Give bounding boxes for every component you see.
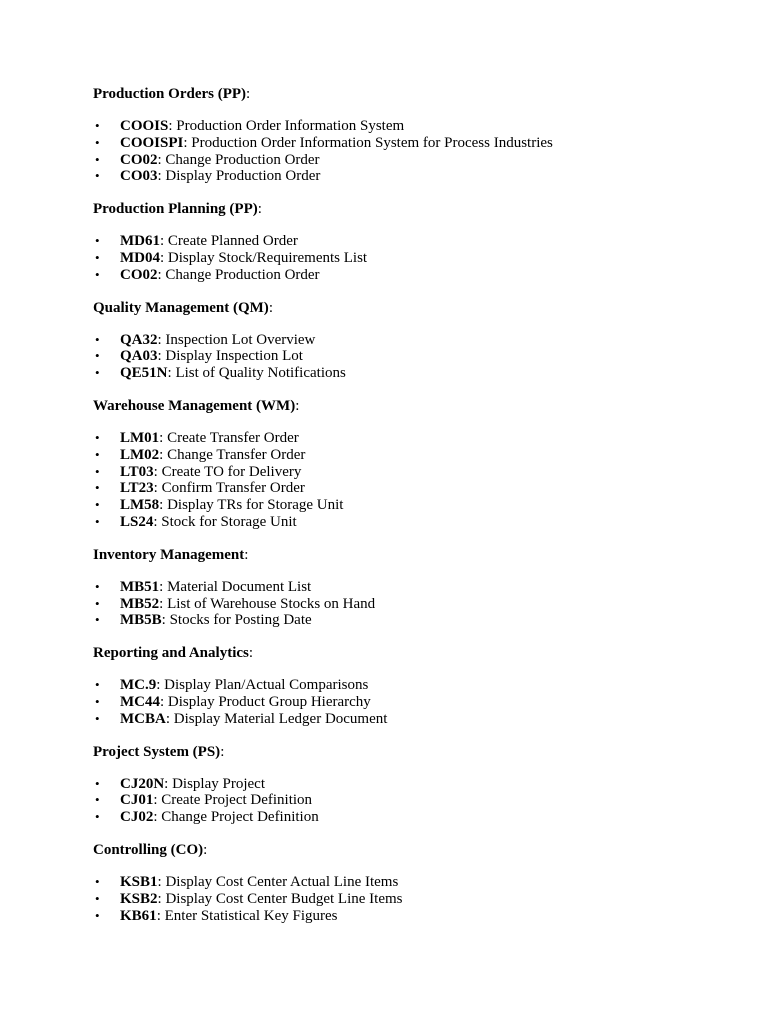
transaction-list [93, 776, 733, 826]
transaction-code: COOISPI [120, 134, 184, 151]
transaction-description: Stocks for Posting Date [165, 612, 312, 629]
list-item: • LT03: Create TO for Delivery [95, 463, 302, 480]
bullet-icon: • [95, 612, 100, 628]
transaction-code: MB52 [120, 595, 160, 612]
list-item: • CJ02: Change Project Definition [95, 809, 319, 826]
list-item: • KB61: Enter Statistical Key Figures [95, 907, 338, 924]
bullet-icon: • [95, 890, 100, 906]
transaction-code: LT03 [120, 463, 154, 480]
bullet-icon: • [95, 134, 100, 150]
section-controlling [93, 840, 733, 924]
transaction-description: Display Project [168, 775, 265, 792]
section-production-orders [93, 84, 733, 185]
list-item: • CO02: Change Production Order [95, 151, 320, 168]
transaction-code: CJ01 [120, 792, 154, 809]
bullet-icon: • [95, 513, 100, 529]
bullet-icon: • [95, 595, 100, 611]
transaction-description: Change Production Order [161, 151, 320, 168]
transaction-code: MD04 [120, 249, 160, 266]
transaction-description: Change Project Definition [157, 809, 319, 826]
list-item: • MC.9: Display Plan/Actual Comparisons [95, 677, 369, 694]
section-production-planning [93, 199, 733, 283]
list-item: • MD61: Create Planned Order [95, 233, 298, 250]
transaction-description: Inspection Lot Overview [161, 331, 316, 348]
bullet-icon: • [95, 151, 100, 167]
transaction-description: List of Quality Notifications [171, 365, 346, 382]
transaction-description: Display Product Group Hierarchy [164, 693, 371, 710]
transaction-description: Display Cost Center Actual Line Items [161, 873, 399, 890]
bullet-icon: • [95, 710, 100, 726]
bullet-icon: • [95, 233, 100, 249]
list-item: • LT23: Confirm Transfer Order [95, 480, 305, 497]
bullet-icon: • [95, 365, 100, 381]
transaction-list [93, 118, 733, 185]
list-item: • QA32: Inspection Lot Overview [95, 331, 316, 348]
bullet-icon: • [95, 118, 100, 133]
bullet-icon: • [95, 792, 100, 808]
section-project-system [93, 742, 733, 826]
transaction-code: MB51 [120, 578, 160, 595]
bullet-icon: • [95, 249, 100, 265]
bullet-icon: • [95, 677, 100, 693]
transaction-list [93, 430, 733, 531]
list-item: • QA03: Display Inspection Lot [95, 348, 303, 365]
list-item: • MCBA: Display Material Ledger Document [95, 710, 388, 727]
list-item: • LM01: Create Transfer Order [95, 429, 299, 446]
transaction-description: Create Transfer Order [163, 429, 299, 446]
list-item: • MD04: Display Stock/Requirements List [95, 249, 368, 266]
transaction-description: Production Order Information System [172, 118, 405, 134]
transaction-code: CO02 [120, 266, 158, 283]
bullet-icon: • [95, 809, 100, 825]
transaction-description: Change Transfer Order [163, 446, 306, 463]
transaction-code: MC.9 [120, 677, 157, 694]
list-item: • KSB2: Display Cost Center Budget Line Items [95, 890, 403, 907]
bullet-icon: • [95, 775, 100, 791]
list-item: • CO03: Display Production Order [95, 168, 321, 185]
transaction-code: CO03 [120, 168, 158, 185]
section-heading: Inventory Management: [93, 546, 249, 563]
list-item: • COOISPI: Production Order Information System for Process Industries [95, 134, 553, 151]
section-warehouse-management [93, 396, 733, 531]
bullet-icon: • [95, 266, 100, 282]
list-item: • QE51N: List of Quality Notifications [95, 365, 346, 382]
transaction-description: Change Production Order [161, 266, 320, 283]
list-item: • MB51: Material Document List [95, 578, 312, 595]
transaction-description: Production Order Information System for Process Industries [187, 134, 553, 151]
transaction-code: LM01 [120, 429, 160, 446]
list-item: • MB5B: Stocks for Posting Date [95, 612, 312, 629]
transaction-list [93, 874, 733, 924]
document-page [93, 84, 733, 938]
bullet-icon: • [95, 463, 100, 479]
transaction-description: Display Stock/Requirements List [164, 249, 368, 266]
section-quality-management [93, 298, 733, 382]
bullet-icon: • [95, 446, 100, 462]
transaction-code: MC44 [120, 693, 160, 710]
list-item: • LM02: Change Transfer Order [95, 446, 306, 463]
transaction-description: Display Material Ledger Document [170, 710, 388, 727]
bullet-icon: • [95, 429, 100, 445]
list-item: • KSB1: Display Cost Center Actual Line Items [95, 873, 399, 890]
section-heading: Project System (PS): [93, 743, 225, 760]
section-heading: Production Orders (PP): [93, 86, 251, 102]
bullet-icon: • [95, 348, 100, 364]
transaction-code: CJ20N [120, 775, 165, 792]
bullet-icon: • [95, 578, 100, 594]
transaction-code: CO02 [120, 151, 158, 168]
list-item: • COOIS: Production Order Information System [95, 118, 405, 134]
section-heading: Controlling (CO): [93, 841, 208, 858]
transaction-description: Display Plan/Actual Comparisons [160, 677, 369, 694]
transaction-description: Display Production Order [161, 168, 321, 185]
bullet-icon: • [95, 873, 100, 889]
transaction-code: COOIS [120, 118, 169, 134]
list-item: • CJ20N: Display Project [95, 775, 265, 792]
list-item: • MC44: Display Product Group Hierarchy [95, 693, 371, 710]
section-heading: Quality Management (QM): [93, 299, 273, 316]
list-item: • CO02: Change Production Order [95, 266, 320, 283]
transaction-code: KSB2 [120, 890, 158, 907]
section-heading: Warehouse Management (WM): [93, 397, 300, 414]
transaction-code: QA32 [120, 331, 158, 348]
transaction-description: Stock for Storage Unit [157, 513, 297, 530]
list-item: • CJ01: Create Project Definition [95, 792, 313, 809]
section-reporting-analytics [93, 643, 733, 727]
section-heading: Reporting and Analytics: [93, 645, 254, 662]
transaction-description: Enter Statistical Key Figures [160, 907, 338, 924]
transaction-code: QA03 [120, 348, 158, 365]
list-item: • LS24: Stock for Storage Unit [95, 513, 297, 530]
transaction-list [93, 579, 733, 629]
transaction-description: Display TRs for Storage Unit [163, 497, 344, 514]
transaction-list [93, 233, 733, 283]
list-item: • LM58: Display TRs for Storage Unit [95, 497, 344, 514]
transaction-code: LS24 [120, 513, 154, 530]
transaction-code: LT23 [120, 480, 154, 497]
section-heading: Production Planning (PP): [93, 201, 262, 218]
bullet-icon: • [95, 331, 100, 347]
bullet-icon: • [95, 907, 100, 923]
transaction-code: MD61 [120, 233, 160, 250]
transaction-description: Material Document List [163, 578, 312, 595]
transaction-description: Display Inspection Lot [161, 348, 303, 365]
transaction-code: KB61 [120, 907, 157, 924]
transaction-description: Display Cost Center Budget Line Items [161, 890, 403, 907]
transaction-code: KSB1 [120, 873, 158, 890]
transaction-description: Create TO for Delivery [157, 463, 302, 480]
bullet-icon: • [95, 693, 100, 709]
transaction-list [93, 332, 733, 382]
transaction-description: List of Warehouse Stocks on Hand [163, 595, 376, 612]
transaction-code: MB5B [120, 612, 162, 629]
bullet-icon: • [95, 497, 100, 513]
transaction-description: Create Project Definition [157, 792, 313, 809]
transaction-code: CJ02 [120, 809, 154, 826]
transaction-list [93, 677, 733, 727]
list-item: • MB52: List of Warehouse Stocks on Hand [95, 595, 376, 612]
transaction-code: LM58 [120, 497, 160, 514]
bullet-icon: • [95, 480, 100, 496]
section-inventory-management [93, 545, 733, 629]
transaction-code: MCBA [120, 710, 166, 727]
transaction-code: QE51N [120, 365, 168, 382]
transaction-description: Create Planned Order [164, 233, 298, 250]
transaction-description: Confirm Transfer Order [157, 480, 305, 497]
transaction-code: LM02 [120, 446, 160, 463]
bullet-icon: • [95, 168, 100, 184]
